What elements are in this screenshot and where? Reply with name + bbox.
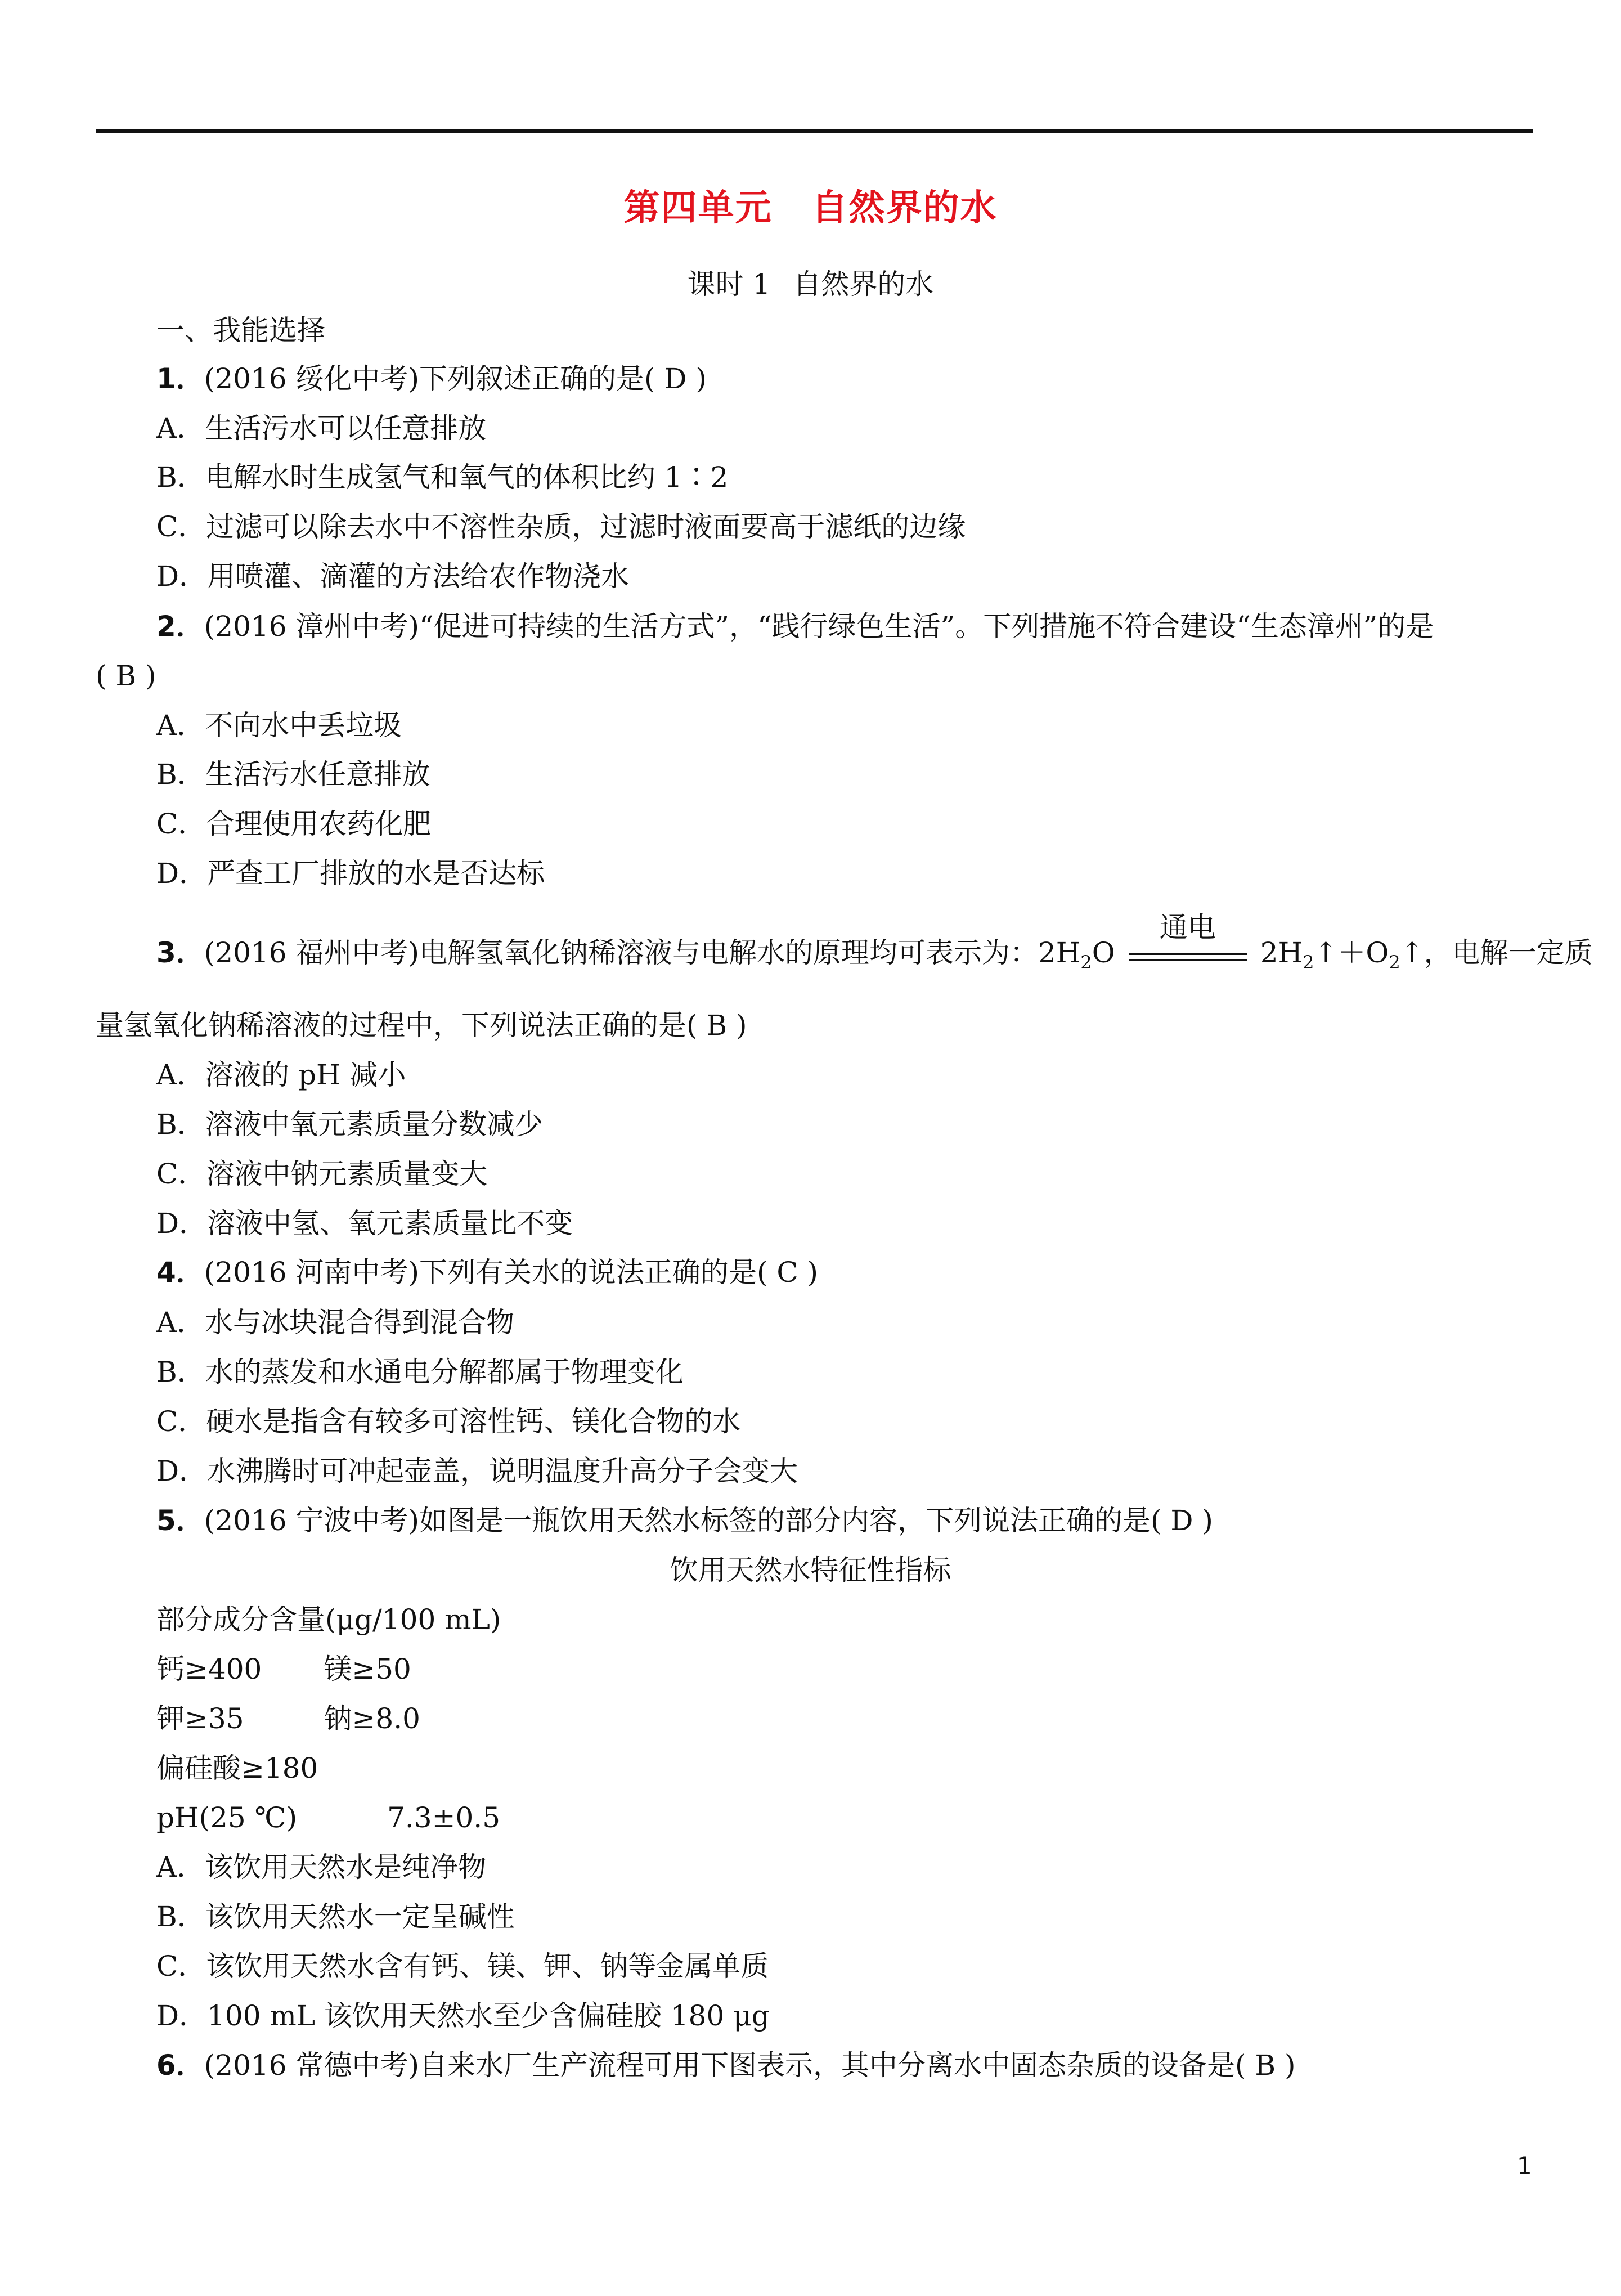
- label-title: 饮用天然水特征性指标: [670, 1554, 951, 1586]
- q4-option-c: C．硬水是指含有较多可溶性钙、镁化合物的水: [156, 1405, 741, 1438]
- q1-option-d: D．用喷灌、滴灌的方法给农作物浇水: [156, 560, 630, 593]
- q2-option-c: C．合理使用农药化肥: [156, 808, 432, 840]
- lesson-title: 课时 1 自然界的水: [687, 268, 934, 301]
- q2-option-b: B．生活污水任意排放: [156, 758, 430, 791]
- reaction-condition-arrow: 通电: [1123, 945, 1252, 979]
- q3-option-c: C．溶液中钠元素质量变大: [156, 1158, 488, 1190]
- label-row-ca-mg: 钙≥400 镁≥50: [156, 1653, 411, 1685]
- section-heading: 一、我能选择: [156, 314, 325, 347]
- label-row-ph: pH(25 ℃) 7.3±0.5: [156, 1801, 501, 1834]
- q4-option-a: A．水与冰块混合得到混合物: [156, 1306, 515, 1339]
- label-row-k-na: 钾≥35 钠≥8.0: [156, 1702, 420, 1735]
- question-3-stem: 3．(2016 福州中考)电解氢氧化钠稀溶液与电解水的原理均可表示为：$2H_2O$ 通电 $2H_2↑+O_2↑$，电解一定质: [156, 936, 1593, 979]
- q3-option-a: A．溶液的 pH 减小: [156, 1059, 406, 1091]
- q2-option-a: A．不向水中丢垃圾: [156, 709, 402, 742]
- question-1-stem: 1．(2016 绥化中考)下列叙述正确的是( D ): [156, 362, 707, 395]
- q3-option-d: D．溶液中氢、氧元素质量比不变: [156, 1207, 573, 1240]
- q3-option-b: B．溶液中氧元素质量分数减少: [156, 1108, 543, 1141]
- unit-title: 第四单元 自然界的水: [623, 187, 998, 229]
- q5-option-c: C．该饮用天然水含有钙、镁、钾、钠等金属单质: [156, 1950, 769, 1983]
- q5-option-d: D．100 mL 该饮用天然水至少含偏硅胶 180 μg: [156, 1999, 770, 2032]
- label-row-si: 偏硅酸≥180: [156, 1752, 318, 1784]
- label-content-header: 部分成分含量(μg/100 mL): [156, 1603, 501, 1636]
- question-5-stem: 5．(2016 宁波中考)如图是一瓶饮用天然水标签的部分内容，下列说法正确的是( D ): [156, 1504, 1213, 1537]
- q4-option-d: D．水沸腾时可冲起壶盖，说明温度升高分子会变大: [156, 1455, 798, 1487]
- question-3-stem-cont: 量氢氧化钠稀溶液的过程中，下列说法正确的是( B ): [96, 1009, 747, 1042]
- question-2-stem: 2．(2016 漳州中考)“促进可持续的生活方式”，“践行绿色生活”。下列措施不符合建设“生态漳州”的是: [156, 610, 1434, 643]
- q1-option-b: B．电解水时生成氢气和氧气的体积比约 1∶2: [156, 461, 729, 494]
- question-6-stem: 6．(2016 常德中考)自来水厂生产流程可用下图表示，其中分离水中固态杂质的设备是( B ): [156, 2049, 1296, 2082]
- q1-option-c: C．过滤可以除去水中不溶性杂质，过滤时液面要高于滤纸的边缘: [156, 510, 966, 543]
- q4-option-b: B．水的蒸发和水通电分解都属于物理变化: [156, 1356, 684, 1388]
- q1-option-a: A．生活污水可以任意排放: [156, 412, 487, 445]
- header-rule: [96, 129, 1533, 133]
- q2-option-d: D．严查工厂排放的水是否达标: [156, 857, 545, 890]
- question-2-stem-cont: ( B ): [96, 660, 156, 692]
- q5-option-b: B．该饮用天然水一定呈碱性: [156, 1900, 515, 1933]
- question-4-stem: 4．(2016 河南中考)下列有关水的说法正确的是( C ): [156, 1256, 819, 1289]
- q5-option-a: A．该饮用天然水是纯净物: [156, 1851, 487, 1884]
- page-number: 1: [1517, 2152, 1532, 2180]
